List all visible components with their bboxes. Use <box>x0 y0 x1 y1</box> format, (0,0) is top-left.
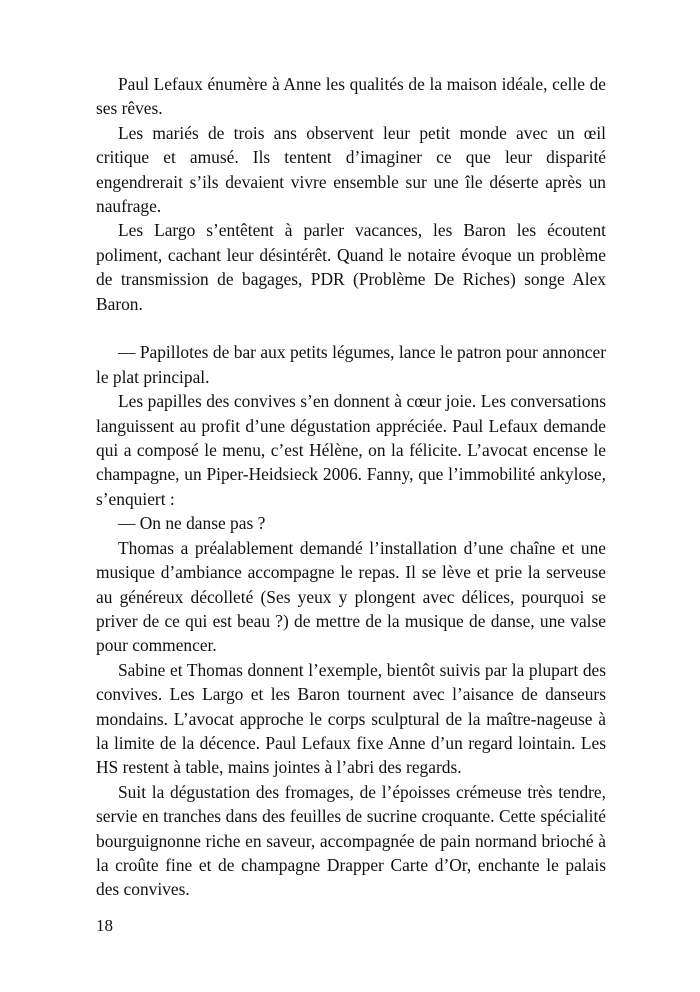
section-break <box>96 316 606 340</box>
page-number: 18 <box>96 916 113 935</box>
paragraph-3: Les Largo s’entêtent à parler vacances, les Baron les écoutent poliment, cachant leur désintérêt. Quand le notaire évoque un problème de transmission de bagages, PDR (Problème De Riches) songe Alex Baron. <box>96 220 606 314</box>
paragraph-8: Sabine et Thomas donnent l’exemple, bientôt suivis par la plupart des convives. Les Largo et les Baron tournent avec l’aisance de danseurs mondains. L’avocat approche le corps sculptural de la maître-nageuse à la limite de la décence. Paul Lefaux fixe Anne d’un regard lointain. Les HS restent à table, mains jointes à l’abri des regards. <box>96 659 606 778</box>
paragraph-5: Les papilles des convives s’en donnent à cœur joie. Les conversations languissent au profit d’une dégustation appréciée. Paul Lefaux demande qui a composé le menu, c’est Hélène, on la félicite. L’avocat encense le champagne, un Piper-Heidsieck 2006. Fanny, que l’immobilité ankylose, s’enquiert : <box>96 391 606 509</box>
paragraph-9: Suit la dégustation des fromages, de l’époisses crémeuse très tendre, servie en tranches dans des feuilles de sucrine croquante. Cette spécialité bourguignonne riche en saveur, accompagnée de pain normand brioché à la croûte fine et de champagne Drapper Carte d’Or, enchante le palais des convives. <box>96 781 606 900</box>
page-body <box>96 72 606 902</box>
paragraph-4: — Papillotes de bar aux petits légumes, lance le patron pour annoncer le plat principal. <box>96 342 606 387</box>
paragraph-2: Les mariés de trois ans observent leur petit monde avec un œil critique et amusé. Ils tentent d’imaginer ce que leur disparité engendrerait s’ils devaient vivre ensemble sur une île déserte après un naufrage. <box>96 122 606 217</box>
paragraph-6: — On ne danse pas ? <box>118 513 266 534</box>
paragraph-7: Thomas a préalablement demandé l’installation d’une chaîne et une musique d’ambiance accompagne le repas. Il se lève et prie la serveuse au généreux décolleté (Ses yeux y plongent avec délices, pourquoi se priver de ce qui est beau ?) de mettre de la musique de danse, une valse pour commencer. <box>96 537 606 656</box>
paragraph-1: Paul Lefaux énumère à Anne les qualités de la maison idéale, celle de ses rêves. <box>96 74 606 119</box>
